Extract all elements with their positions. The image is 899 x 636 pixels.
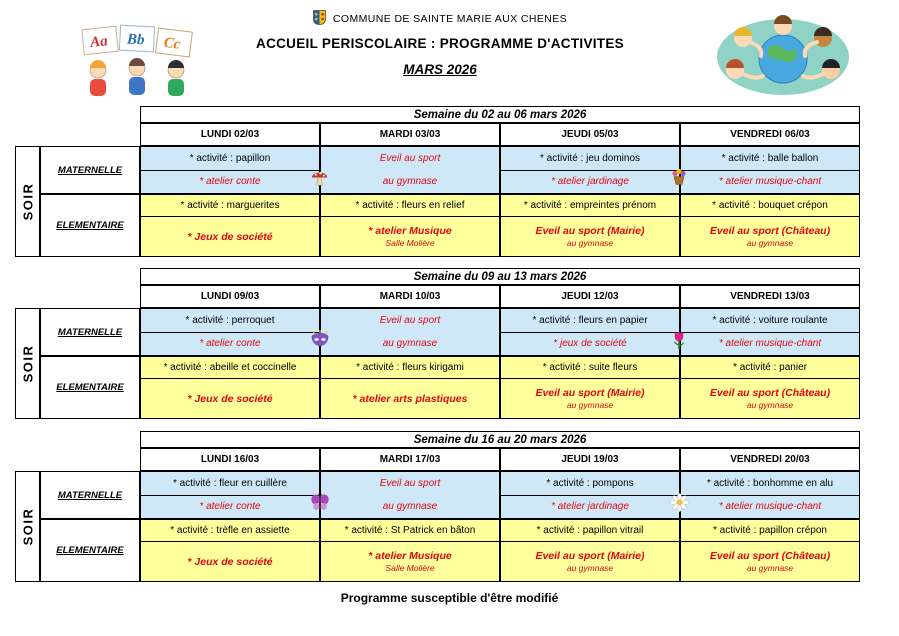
elementaire-cell [680, 356, 860, 419]
atelier-block [141, 542, 319, 581]
elementaire-cell [140, 356, 320, 419]
mushroom-icon [310, 168, 329, 187]
week-title: Semaine du 02 au 06 mars 2026 [140, 106, 860, 123]
activity-text: * activité : balle ballon [681, 147, 859, 171]
week-table-2 [15, 268, 860, 419]
activity-text: * activité : fleur en cuillère [141, 472, 319, 496]
maternelle-cell [500, 146, 680, 194]
day-header-lundi: LUNDI 16/03 [140, 448, 320, 471]
elementaire-cell [320, 194, 500, 257]
day-header-mardi: MARDI 17/03 [320, 448, 500, 471]
atelier-text: * atelier jardinage [551, 501, 629, 513]
atelier-text: Eveil au sport (Mairie) [535, 550, 645, 562]
location-text: Salle Molière [385, 563, 435, 573]
atelier-block [141, 379, 319, 418]
atelier-text: * jeux de société [553, 338, 627, 350]
maternelle-cell [680, 471, 860, 519]
elementaire-cell [500, 194, 680, 257]
tulip-icon [670, 330, 688, 350]
maternelle-cell [140, 471, 320, 519]
day-header-lundi: LUNDI 09/03 [140, 285, 320, 308]
location-text: au gymnase [746, 400, 794, 410]
elementaire-cell [680, 194, 860, 257]
elementaire-cell [140, 519, 320, 582]
activity-text: * activité : fleurs en papier [501, 309, 679, 333]
elementaire-cell [320, 356, 500, 419]
activity-text: * activité : trèfle en assiette [141, 520, 319, 542]
elementaire-label-cell [40, 356, 140, 419]
carnival-mask-icon [310, 330, 330, 348]
commune-crest-icon [313, 10, 326, 28]
activity-text: * activité : abeille et coccinelle [141, 357, 319, 379]
week-title: Semaine du 09 au 13 mars 2026 [140, 268, 860, 285]
atelier-text: Eveil au sport (Mairie) [535, 387, 645, 399]
atelier-text: Eveil au sport (Château) [709, 387, 831, 399]
atelier-block [321, 542, 499, 581]
soir-label: SOIR [20, 507, 36, 546]
atelier-text: * atelier jardinage [551, 176, 629, 188]
activity-text: * activité : suite fleurs [501, 357, 679, 379]
atelier-block [141, 217, 319, 256]
day-header-mardi: MARDI 03/03 [320, 123, 500, 146]
month-title: MARS 2026 [403, 62, 477, 77]
location-text: au gymnase [382, 501, 438, 512]
activity-text: * activité : marguerites [141, 195, 319, 217]
activity-text: * activité : papillon [141, 147, 319, 171]
maternelle-label-cell [40, 471, 140, 519]
location-text: au gymnase [746, 563, 794, 573]
atelier-text: * atelier Musique [368, 225, 452, 237]
atelier-text: * Jeux de société [187, 230, 273, 243]
day-header-jeudi: JEUDI 12/03 [500, 285, 680, 308]
day-header-vendredi: VENDREDI 20/03 [680, 448, 860, 471]
svg-text:Bb: Bb [126, 31, 145, 49]
atelier-text: * atelier musique-chant [718, 501, 822, 513]
elementaire-cell [320, 519, 500, 582]
atelier-text: * atelier conte [199, 338, 261, 350]
activity-text: * activité : fleurs en relief [321, 195, 499, 217]
activity-text: * activité : pompons [501, 472, 679, 496]
day-header-vendredi: VENDREDI 06/03 [680, 123, 860, 146]
location-text: au gymnase [382, 176, 438, 187]
soir-label: SOIR [20, 344, 36, 383]
elementaire-label: ELEMENTAIRE [56, 382, 124, 393]
location-text: au gymnase [746, 238, 794, 248]
soir-label-cell [15, 308, 40, 419]
atelier-text: Eveil au sport (Château) [709, 225, 831, 237]
week-title: Semaine du 16 au 20 mars 2026 [140, 431, 860, 448]
elementaire-label-cell [40, 194, 140, 257]
maternelle-cell [680, 146, 860, 194]
activity-text: * activité : empreintes prénom [501, 195, 679, 217]
atelier-text: * atelier Musique [368, 550, 452, 562]
atelier-block [321, 379, 499, 418]
atelier-block [501, 542, 679, 581]
week-table-1 [15, 106, 860, 257]
activity-text: * activité : bouquet crépon [681, 195, 859, 217]
activity-text: Eveil au sport [379, 315, 441, 326]
activity-text: Eveil au sport [379, 153, 441, 164]
location-text: au gymnase [566, 563, 614, 573]
activity-text: * activité : perroquet [141, 309, 319, 333]
maternelle-cell [680, 308, 860, 356]
day-header-jeudi: JEUDI 19/03 [500, 448, 680, 471]
atelier-block [681, 542, 859, 581]
maternelle-cell [320, 308, 500, 356]
maternelle-cell [320, 471, 500, 519]
activity-text: * activité : fleurs kirigami [321, 357, 499, 379]
soir-label: SOIR [20, 182, 36, 221]
activity-text: Eveil au sport [379, 478, 441, 489]
children-around-globe-clipart [713, 12, 853, 101]
atelier-block [501, 379, 679, 418]
atelier-block [321, 217, 499, 256]
activity-text: * activité : papillon crépon [681, 520, 859, 542]
elementaire-label: ELEMENTAIRE [56, 545, 124, 556]
atelier-text: * atelier conte [199, 501, 261, 513]
atelier-text: Eveil au sport (Mairie) [535, 225, 645, 237]
commune-name: COMMUNE DE SAINTE MARIE AUX CHENES [332, 13, 568, 25]
atelier-text: * atelier conte [199, 176, 261, 188]
maternelle-label-cell [40, 146, 140, 194]
maternelle-label: MATERNELLE [57, 489, 123, 501]
soir-label-cell [15, 471, 40, 582]
elementaire-label-cell [40, 519, 140, 582]
activity-text: * activité : papillon vitrail [501, 520, 679, 542]
elementaire-label: ELEMENTAIRE [56, 220, 124, 231]
location-text: au gymnase [566, 238, 614, 248]
maternelle-cell [500, 471, 680, 519]
atelier-text: * Jeux de société [187, 555, 273, 568]
maternelle-cell [320, 146, 500, 194]
footer-note: Programme susceptible d'être modifié [340, 591, 559, 605]
atelier-text: * atelier arts plastiques [352, 392, 468, 405]
activity-text: * activité : voiture roulante [681, 309, 859, 333]
flower-basket-icon [670, 168, 688, 186]
svg-text:Aa: Aa [89, 33, 109, 51]
abc-children-clipart [80, 24, 195, 111]
butterfly-icon [310, 493, 330, 512]
maternelle-cell [500, 308, 680, 356]
day-header-mardi: MARDI 10/03 [320, 285, 500, 308]
daisy-icon [670, 493, 689, 512]
maternelle-label-cell [40, 308, 140, 356]
elementaire-cell [500, 356, 680, 419]
atelier-text: Eveil au sport (Château) [709, 550, 831, 562]
maternelle-label: MATERNELLE [57, 164, 123, 176]
location-text: au gymnase [382, 338, 438, 349]
svg-text:Cc: Cc [162, 34, 182, 53]
atelier-text: * atelier musique-chant [718, 176, 822, 188]
atelier-block [681, 217, 859, 256]
elementaire-cell [500, 519, 680, 582]
activity-text: * activité : St Patrick en bâton [321, 520, 499, 542]
day-header-vendredi: VENDREDI 13/03 [680, 285, 860, 308]
atelier-text: * atelier musique-chant [718, 338, 822, 350]
atelier-block [681, 379, 859, 418]
location-text: au gymnase [566, 400, 614, 410]
week-table-3 [15, 431, 860, 582]
day-header-lundi: LUNDI 02/03 [140, 123, 320, 146]
atelier-text: * Jeux de société [187, 392, 273, 405]
activity-text: * activité : panier [681, 357, 859, 379]
day-header-jeudi: JEUDI 05/03 [500, 123, 680, 146]
elementaire-cell [140, 194, 320, 257]
activity-text: * activité : bonhomme en alu [681, 472, 859, 496]
maternelle-cell [140, 308, 320, 356]
maternelle-label: MATERNELLE [57, 326, 123, 338]
soir-label-cell [15, 146, 40, 257]
page-title: ACCUEIL PERISCOLAIRE : PROGRAMME D'ACTIVITES [256, 36, 624, 51]
location-text: Salle Molière [385, 238, 435, 248]
activity-text: * activité : jeu dominos [501, 147, 679, 171]
maternelle-cell [140, 146, 320, 194]
atelier-block [501, 217, 679, 256]
elementaire-cell [680, 519, 860, 582]
